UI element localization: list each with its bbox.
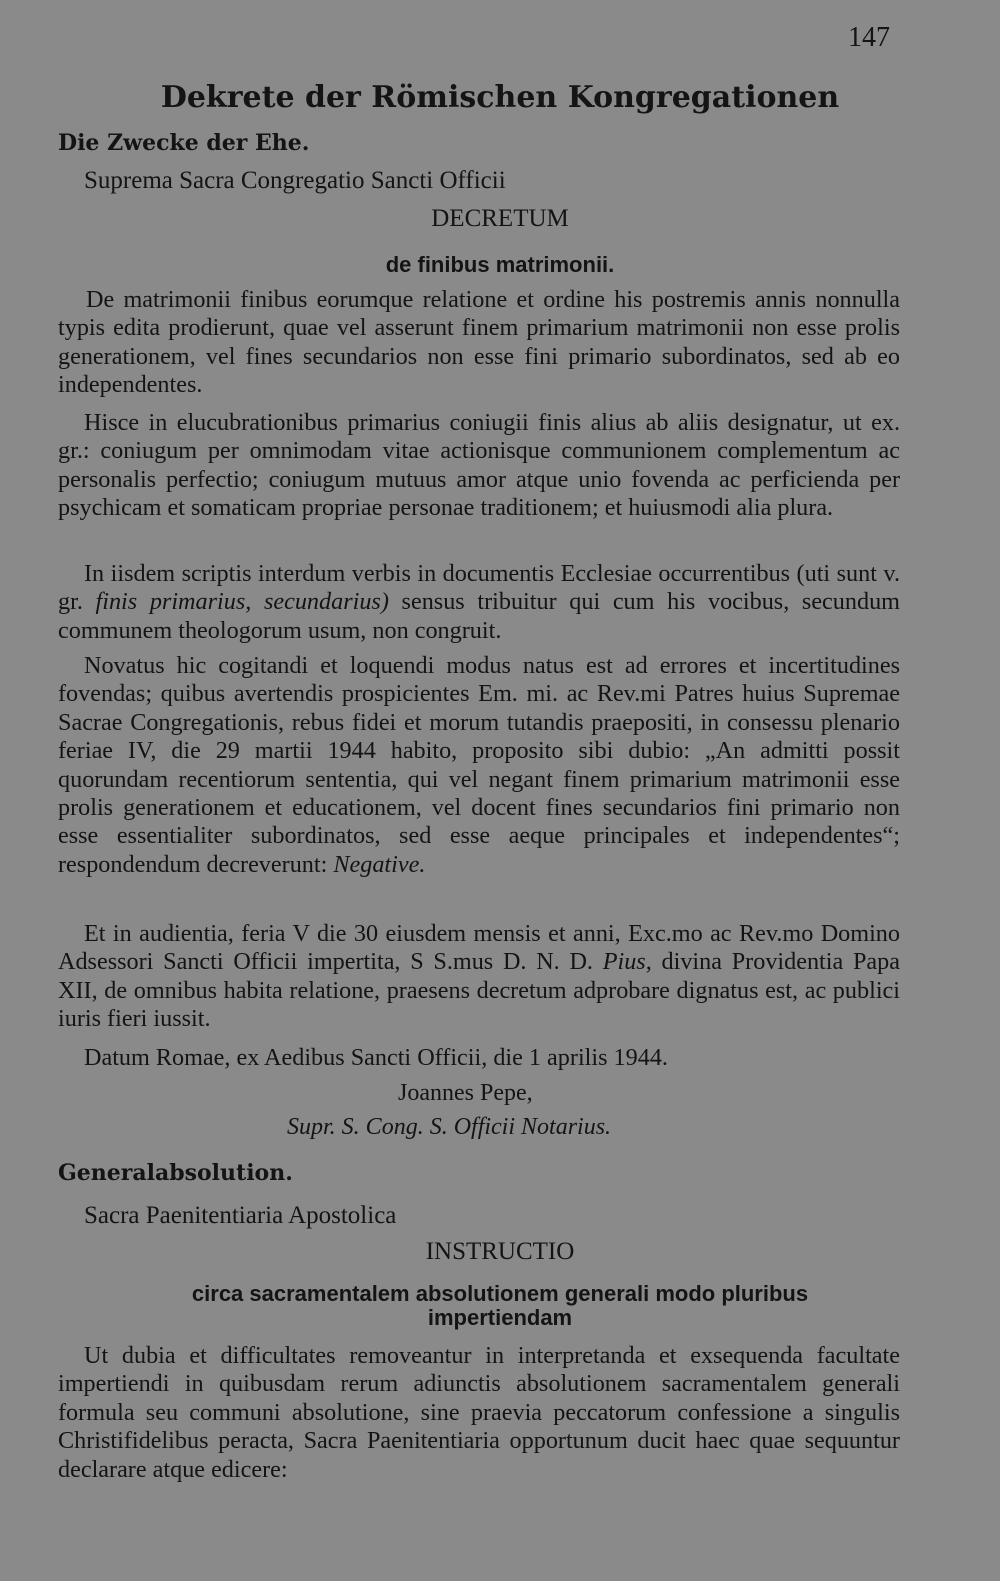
issuer-line: Suprema Sacra Congregatio Sancti Officii: [84, 167, 506, 194]
signatory-title: Supr. S. Cong. S. Officii Notarius.: [287, 1114, 612, 1140]
paragraph-1: De matrimonii finibus eorumque relatione et ordine his postremis annis nonnulla typis edita prodierunt, quae vel asserunt finem primarium matrimonii non esse prolis generationem, vel fines secundarios non esse fini primario subordinatos, sed ab eo independentes.: [58, 286, 900, 399]
paragraph-2: Hisce in elucubrationibus primarius coniugii finis alius ab aliis designatur, ut ex. gr.: coniugum per omnimodam vitae actionisque communionem complementum ac personalis perfectio; coniugum mutuus amor atque unio fovenda ac perficienda per psychicam et somaticam propriae personae traditionem; et huiusmodi alia plura.: [58, 409, 900, 522]
paragraph-3: [58, 560, 900, 645]
document-subject-2-line2: impertiendam: [427, 1305, 573, 1330]
paragraph-4-text: Novatus hic cogitandi et loquendi modus natus est ad errores et incertitudines fovendas; quibus avertendis prospicientes Em. mi. ac Rev.mi Patres huius Supremae Sacrae Congregationis, rebus fidei et morum tutandis praepositi, in consessu plenario feriae IV, die 29 martii 1944 habito, proposito sibi dubio: „An admitti possit quorundam recentiorum sententia, qui vel negant finem primarium matrimonii esse prolis generationem et educationem, vel docent fines secundarios fini primario non esse essentialiter subordinatos, sed esse aeque principales et independentes“; respondendum decreverunt:: [58, 652, 900, 878]
signatory-name: Joannes Pepe,: [398, 1080, 533, 1106]
document-subject-2: [60, 1282, 940, 1330]
paragraph-4: [58, 652, 900, 879]
paragraph-3-italic: finis primarius, secundarius): [95, 588, 389, 616]
document-subject-2-line1: circa sacramentalem absolutionem generali modo pluribus: [191, 1281, 809, 1306]
paragraph-6: Ut dubia et difficultates removeantur in interpretanda et exsequenda facultate impertiendi in quibusdam rerum adiunctis absolutionem sacramentalem generali formula seu communi absolutione, sine praevia peccatorum confessione a singulis Christifidelibus peracta, Sacra Paenitentiaria opportunum ducit haec quae sequuntur declarare atque edicere:: [58, 1342, 900, 1483]
paragraph-5-text: Et in audientia, feria V die 30 eiusdem mensis et anni, Exc.mo ac Rev.mo Domino Adsessori Sancti Officii impertita, S S.mus D. N. D.: [58, 920, 900, 976]
section-heading-ehe: Die Zwecke der Ehe.: [58, 130, 310, 156]
document-subject: de finibus matrimonii.: [385, 252, 615, 277]
paragraph-5: [58, 920, 900, 1034]
date-line: Datum Romae, ex Aedibus Sancti Officii, die 1 aprilis 1944.: [84, 1044, 668, 1071]
page-number: 147: [848, 22, 890, 53]
paragraph-5-italic: Pius,: [602, 948, 652, 976]
section-heading-generalabsolution: Generalabsolution.: [58, 1160, 293, 1186]
issuer-line-2: Sacra Paenitentiaria Apostolica: [84, 1202, 397, 1229]
paragraph-3-text: In iisdem scriptis interdum verbis in documentis Ecclesiae occurrentibus (uti sunt v. gr.: [58, 560, 900, 616]
document-type-2: INSTRUCTIO: [425, 1238, 575, 1265]
paragraph-5-text-end: divina Providentia Papa XII, de omnibus habita relatione, praesens decretum adprobare dignatus est, ac publici iuris fieri iussit.: [58, 948, 900, 1033]
page-title: Dekrete der Römischen Kongregationen: [160, 80, 840, 115]
document-type: DECRETUM: [431, 205, 569, 232]
paragraph-3-text-end: sensus tribuitur qui cum his vocibus, secundum communem theologorum usum, non congruit.: [58, 588, 900, 644]
paragraph-4-italic: Negative.: [333, 850, 426, 878]
